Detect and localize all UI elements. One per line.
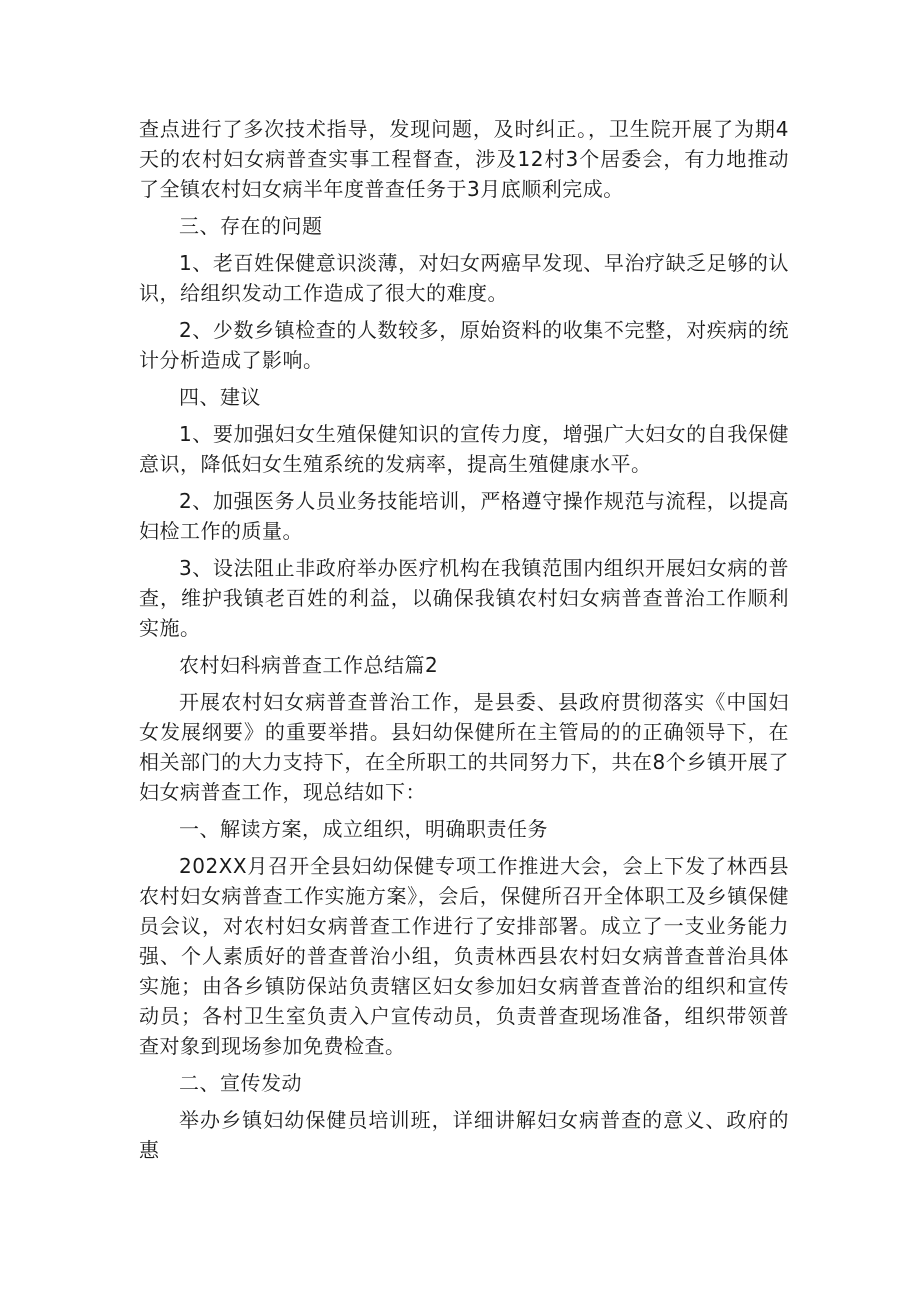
paragraph-problem-1: 1、老百姓保健意识淡薄，对妇女两癌早发现、早治疗缺乏足够的认识，给组织发动工作造成了很大的难度。 (139, 251, 789, 305)
paragraph-publicity: 举办乡镇妇幼保健员培训班，详细讲解妇女病普查的意义、政府的惠 (139, 1108, 789, 1162)
document-body (139, 114, 789, 1172)
section-heading-plan: 一、解读方案，成立组织，明确职责任务 (179, 817, 548, 841)
section-heading-publicity: 二、宣传发动 (179, 1071, 302, 1095)
paragraph-suggestion-3: 3、设法阻止非政府举办医疗机构在我镇范围内组织开展妇女病的普查，维护我镇老百姓的利益，以确保我镇农村妇女病普查普治工作顺利实施。 (139, 556, 789, 640)
paragraph-problem-2: 2、少数乡镇检查的人数较多，原始资料的收集不完整，对疾病的统计分析造成了影响。 (139, 318, 789, 372)
section-heading-suggestions: 四、建议 (179, 385, 261, 409)
paragraph-suggestion-1: 1、要加强妇女生殖保健知识的宣传力度，增强广大妇女的自我保健意识，降低妇女生殖系统的发病率，提高生殖健康水平。 (139, 422, 789, 476)
paragraph-plan: 202XX月召开全县妇幼保健专项工作推进大会，会上下发了林西县农村妇女病普查工作实施方案》，会后，保健所召开全体职工及乡镇保健员会议，对农村妇女病普查工作进行了安排部署。成立了一支业务能力强、个人素质好的普查普治小组，负责林西县农村妇女病普查普治具体实施；由各乡镇防保站负责辖区妇女参加妇女病普查普治的组织和宣传动员；各村卫生室负责入户宣传动员，负责普查现场准备，组织带领普查对象到现场参加免费检查。 (139, 854, 789, 1058)
section-heading-problems: 三、存在的问题 (179, 214, 323, 238)
paragraph-intro: 开展农村妇女病普查普治工作，是县委、县政府贯彻落实《中国妇女发展纲要》的重要举措。县妇幼保健所在主管局的的正确领导下，在相关部门的大力支持下，在全所职工的共同努力下，共在8个乡镇开展了妇女病普查工作，现总结如下： (139, 690, 789, 804)
paragraph-continuation: 查点进行了多次技术指导，发现问题，及时纠正。，卫生院开展了为期4天的农村妇女病普查实事工程督查，涉及12村3个居委会，有力地推动了全镇农村妇女病半年度普查任务于3月底顺利完成。 (139, 117, 789, 201)
article-title: 农村妇科病普查工作总结篇2 (179, 653, 439, 677)
paragraph-suggestion-2: 2、加强医务人员业务技能培训，严格遵守操作规范与流程，以提高妇检工作的质量。 (139, 489, 789, 543)
